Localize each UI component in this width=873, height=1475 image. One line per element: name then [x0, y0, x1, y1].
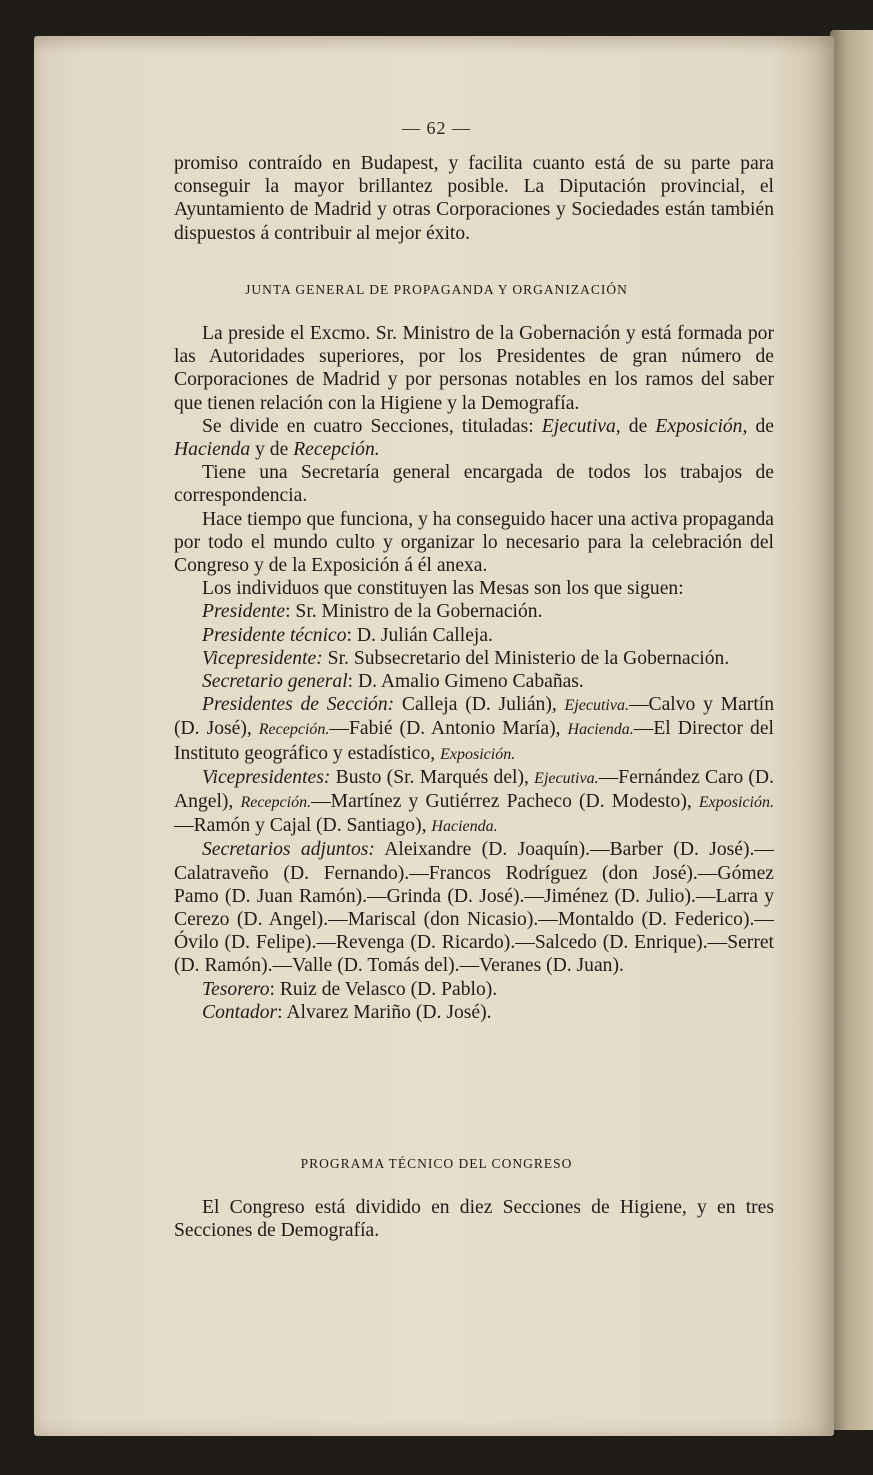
paragraph-propaganda: Hace tiempo que funciona, y ha conseguido hacer una activa propaganda por todo el mundo culto y organizar lo necesario para la celebración del Congreso y de la Exposición á él anexa. — [174, 508, 774, 577]
entry-presidente-tecnico: Presidente técnico: D. Julián Calleja. — [202, 624, 493, 646]
entry-presidente: Presidente: Sr. Ministro de la Gobernación. — [202, 601, 543, 623]
paragraph-mesas: Los individuos que constituyen las Mesas son los que siguen: — [202, 578, 684, 600]
entry-presidentes-seccion: Presidentes de Sección: Calleja (D. Julián), Ejecutiva.—Calvo y Martín (D. José), Recepción.—Fabié (D. Antonio María), Hacienda.—El Director del Instituto geográfico y estadístico, Exposición. — [174, 694, 775, 764]
entry-vicepresidente: Vicepresidente: Sr. Subsecretario del Ministerio de la Gobernación. — [202, 647, 730, 669]
paragraph-secretaria: Tiene una Secretaría general encargada de todos los trabajos de correspondencia. — [174, 462, 774, 507]
paragraph-secciones-congreso: El Congreso está dividido en diez Secciones de Higiene, y en tres Secciones de Demografía. — [174, 1197, 774, 1242]
entry-tesorero: Tesorero: Ruiz de Velasco (D. Pablo). — [202, 978, 498, 1000]
entry-vicepresidentes: Vicepresidentes: Busto (Sr. Marqués del), Ejecutiva.—Fernández Caro (D. Angel), Recepción.—Martínez y Gutiérrez Pacheco (D. Modesto), Exposición.—Ramón y Cajal (D. Santiago), Hacienda. — [174, 766, 774, 837]
programa-body — [174, 1196, 774, 1242]
intro-paragraph: promiso contraído en Budapest, y facilita cuanto está de su parte para conseguir la mayor brillantez posible. La Diputación provincial, el Ayuntamiento de Madrid y otras Corporaciones y Sociedades están también dispuestos á contribuir al mejor éxito. — [174, 153, 774, 244]
page-number: — 62 — — [402, 118, 471, 138]
section-heading-junta: JUNTA GENERAL DE PROPAGANDA Y ORGANIZACIÓN — [245, 282, 628, 297]
junta-body — [174, 322, 774, 1024]
entry-secretarios-adjuntos: Secretarios adjuntos: Aleixandre (D. Joaquín).—Barber (D. José).—Calatraveño (D. Fernando).—Francos Rodríguez (don José).—Gómez Pamo (D. Juan Ramón).—Grinda (D. José).—Jiménez (D. Julio).—Larra y Cerezo (D. Angel).—Mariscal (don Nicasio).—Montaldo (D. Federico).—Óvilo (D. Felipe).—Revenga (D. Ricardo).—Salcedo (D. Enrique).—Serret (D. Ramón).—Valle (D. Tomás del).—Veranes (D. Juan). — [174, 839, 775, 977]
adjacent-page-edge — [830, 30, 873, 1430]
paragraph-preside: La preside el Excmo. Sr. Ministro de la Gobernación y está formada por las Autoridades superiores, por los Presidentes de gran número de Corporaciones de Madrid y por personas notables en los ramos del saber que tienen relación con la Higiene y la Demografía. — [174, 323, 774, 414]
section-heading-programa: PROGRAMA TÉCNICO DEL CONGRESO — [300, 1156, 573, 1171]
entry-contador: Contador: Alvarez Mariño (D. José). — [202, 1001, 492, 1023]
paragraph-secciones: Se divide en cuatro Secciones, tituladas: Ejecutiva, de Exposición, de Hacienda y de Recepción. — [174, 415, 774, 461]
entry-secretario-general: Secretario general: D. Amalio Gimeno Cabañas. — [202, 671, 584, 693]
